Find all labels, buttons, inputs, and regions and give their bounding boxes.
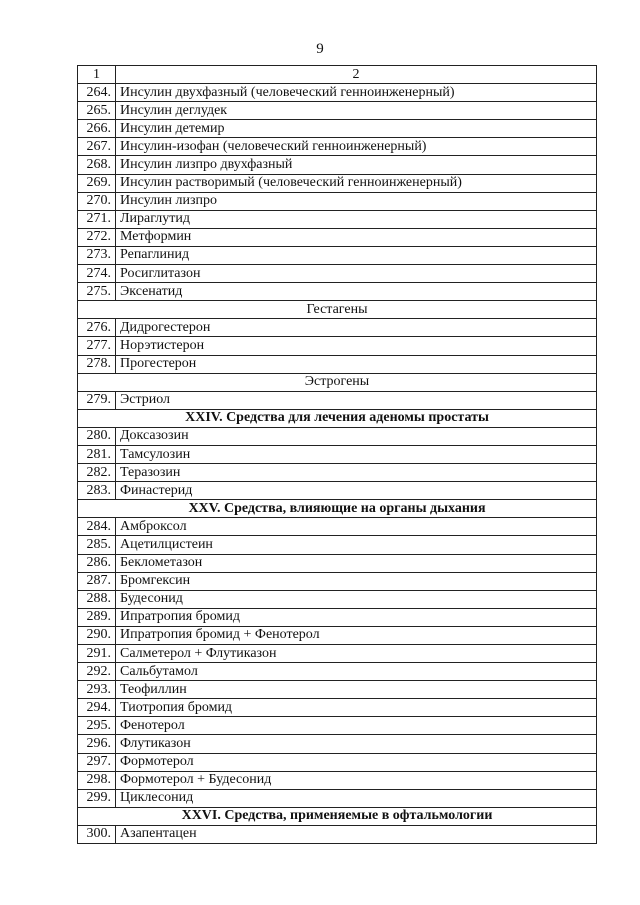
row-number: 266. xyxy=(78,120,116,138)
drug-name: Формотерол xyxy=(116,753,597,771)
row-number: 270. xyxy=(78,192,116,210)
group-subheading: Эстрогены xyxy=(78,373,597,391)
table-row xyxy=(78,138,597,156)
table-row xyxy=(78,156,597,174)
table-row xyxy=(78,771,597,789)
table-row xyxy=(78,192,597,210)
drug-name: Инсулин деглудек xyxy=(116,102,597,120)
row-number: 275. xyxy=(78,283,116,301)
row-number: 267. xyxy=(78,138,116,156)
table-row xyxy=(78,174,597,192)
drug-name: Лираглутид xyxy=(116,210,597,228)
row-number: 277. xyxy=(78,337,116,355)
table-row xyxy=(78,536,597,554)
row-number: 273. xyxy=(78,246,116,264)
row-number: 295. xyxy=(78,717,116,735)
row-number: 292. xyxy=(78,663,116,681)
row-number: 299. xyxy=(78,789,116,807)
table-row xyxy=(78,120,597,138)
drug-name: Теразозин xyxy=(116,464,597,482)
row-number: 269. xyxy=(78,174,116,192)
drug-name: Тамсулозин xyxy=(116,445,597,463)
row-number: 289. xyxy=(78,608,116,626)
row-number: 291. xyxy=(78,645,116,663)
table-row xyxy=(78,590,597,608)
table-row xyxy=(78,464,597,482)
table-row xyxy=(78,789,597,807)
table-row xyxy=(78,554,597,572)
table-row xyxy=(78,246,597,264)
row-number: 283. xyxy=(78,482,116,500)
table-row xyxy=(78,228,597,246)
row-number: 280. xyxy=(78,427,116,445)
table-row xyxy=(78,210,597,228)
table-row xyxy=(78,355,597,373)
drug-name: Доксазозин xyxy=(116,427,597,445)
drug-name: Инсулин лизпро xyxy=(116,192,597,210)
section-heading: XXV. Средства, влияющие на органы дыхания xyxy=(78,500,597,518)
row-number: 278. xyxy=(78,355,116,373)
row-number: 271. xyxy=(78,210,116,228)
drug-name: Фенотерол xyxy=(116,717,597,735)
row-number: 293. xyxy=(78,681,116,699)
page-number: 9 xyxy=(316,41,324,57)
drug-name: Сальбутамол xyxy=(116,663,597,681)
row-number: 276. xyxy=(78,319,116,337)
table-row xyxy=(78,84,597,102)
drug-name: Циклесонид xyxy=(116,789,597,807)
table-row xyxy=(78,319,597,337)
table-row xyxy=(78,735,597,753)
drug-name: Беклометазон xyxy=(116,554,597,572)
row-number: 264. xyxy=(78,84,116,102)
section-heading-row xyxy=(78,807,597,825)
table-row xyxy=(78,337,597,355)
table-header-row xyxy=(78,66,597,84)
drug-name: Азапентацен xyxy=(116,825,597,843)
drug-name: Прогестерон xyxy=(116,355,597,373)
row-number: 281. xyxy=(78,445,116,463)
row-number: 298. xyxy=(78,771,116,789)
table-row xyxy=(78,681,597,699)
table-row xyxy=(78,825,597,843)
table-row xyxy=(78,753,597,771)
drug-name: Инсулин лизпро двухфазный xyxy=(116,156,597,174)
table-row xyxy=(78,102,597,120)
subheading-row xyxy=(78,301,597,319)
row-number: 300. xyxy=(78,825,116,843)
row-number: 286. xyxy=(78,554,116,572)
drug-name: Тиотропия бромид xyxy=(116,699,597,717)
drug-name: Бромгексин xyxy=(116,572,597,590)
table-row xyxy=(78,391,597,409)
row-number: 268. xyxy=(78,156,116,174)
drug-name: Салметерол + Флутиказон xyxy=(116,645,597,663)
table-row xyxy=(78,482,597,500)
drug-name: Инсулин-изофан (человеческий генноинженерный) xyxy=(116,138,597,156)
section-heading: XXVI. Средства, применяемые в офтальмологии xyxy=(78,807,597,825)
drug-name: Ацетилцистеин xyxy=(116,536,597,554)
group-subheading: Гестагены xyxy=(78,301,597,319)
section-heading-row xyxy=(78,409,597,427)
row-number: 296. xyxy=(78,735,116,753)
drug-name: Дидрогестерон xyxy=(116,319,597,337)
drug-name: Ипратропия бромид xyxy=(116,608,597,626)
drug-name: Флутиказон xyxy=(116,735,597,753)
row-number: 288. xyxy=(78,590,116,608)
row-number: 290. xyxy=(78,626,116,644)
drug-name: Теофиллин xyxy=(116,681,597,699)
section-heading-row xyxy=(78,500,597,518)
drug-name: Репаглинид xyxy=(116,246,597,264)
drug-name: Ипратропия бромид + Фенотерол xyxy=(116,626,597,644)
drug-name: Инсулин растворимый (человеческий генноинженерный) xyxy=(116,174,597,192)
table-row xyxy=(78,427,597,445)
row-number: 265. xyxy=(78,102,116,120)
drug-name: Формотерол + Будесонид xyxy=(116,771,597,789)
row-number: 285. xyxy=(78,536,116,554)
row-number: 274. xyxy=(78,265,116,283)
drug-name: Амброксол xyxy=(116,518,597,536)
table-row xyxy=(78,445,597,463)
section-heading: XXIV. Средства для лечения аденомы простаты xyxy=(78,409,597,427)
drug-name: Эстриол xyxy=(116,391,597,409)
row-number: 284. xyxy=(78,518,116,536)
header-col-1: 1 xyxy=(78,66,116,84)
table-body xyxy=(78,66,597,844)
table-row xyxy=(78,645,597,663)
table-row xyxy=(78,608,597,626)
table-row xyxy=(78,699,597,717)
table-row xyxy=(78,283,597,301)
row-number: 279. xyxy=(78,391,116,409)
drug-name: Метформин xyxy=(116,228,597,246)
row-number: 282. xyxy=(78,464,116,482)
table-row xyxy=(78,265,597,283)
drug-name: Будесонид xyxy=(116,590,597,608)
row-number: 272. xyxy=(78,228,116,246)
row-number: 297. xyxy=(78,753,116,771)
drug-name: Норэтистерон xyxy=(116,337,597,355)
row-number: 294. xyxy=(78,699,116,717)
table-row xyxy=(78,663,597,681)
table-row xyxy=(78,626,597,644)
drug-name: Эксенатид xyxy=(116,283,597,301)
drug-name: Росиглитазон xyxy=(116,265,597,283)
drug-name: Инсулин детемир xyxy=(116,120,597,138)
row-number: 287. xyxy=(78,572,116,590)
table-row xyxy=(78,572,597,590)
table-row xyxy=(78,717,597,735)
subheading-row xyxy=(78,373,597,391)
header-col-2: 2 xyxy=(116,66,597,84)
drug-name: Инсулин двухфазный (человеческий генноинженерный) xyxy=(116,84,597,102)
drug-name: Финастерид xyxy=(116,482,597,500)
drug-list-table xyxy=(77,65,597,844)
table-row xyxy=(78,518,597,536)
